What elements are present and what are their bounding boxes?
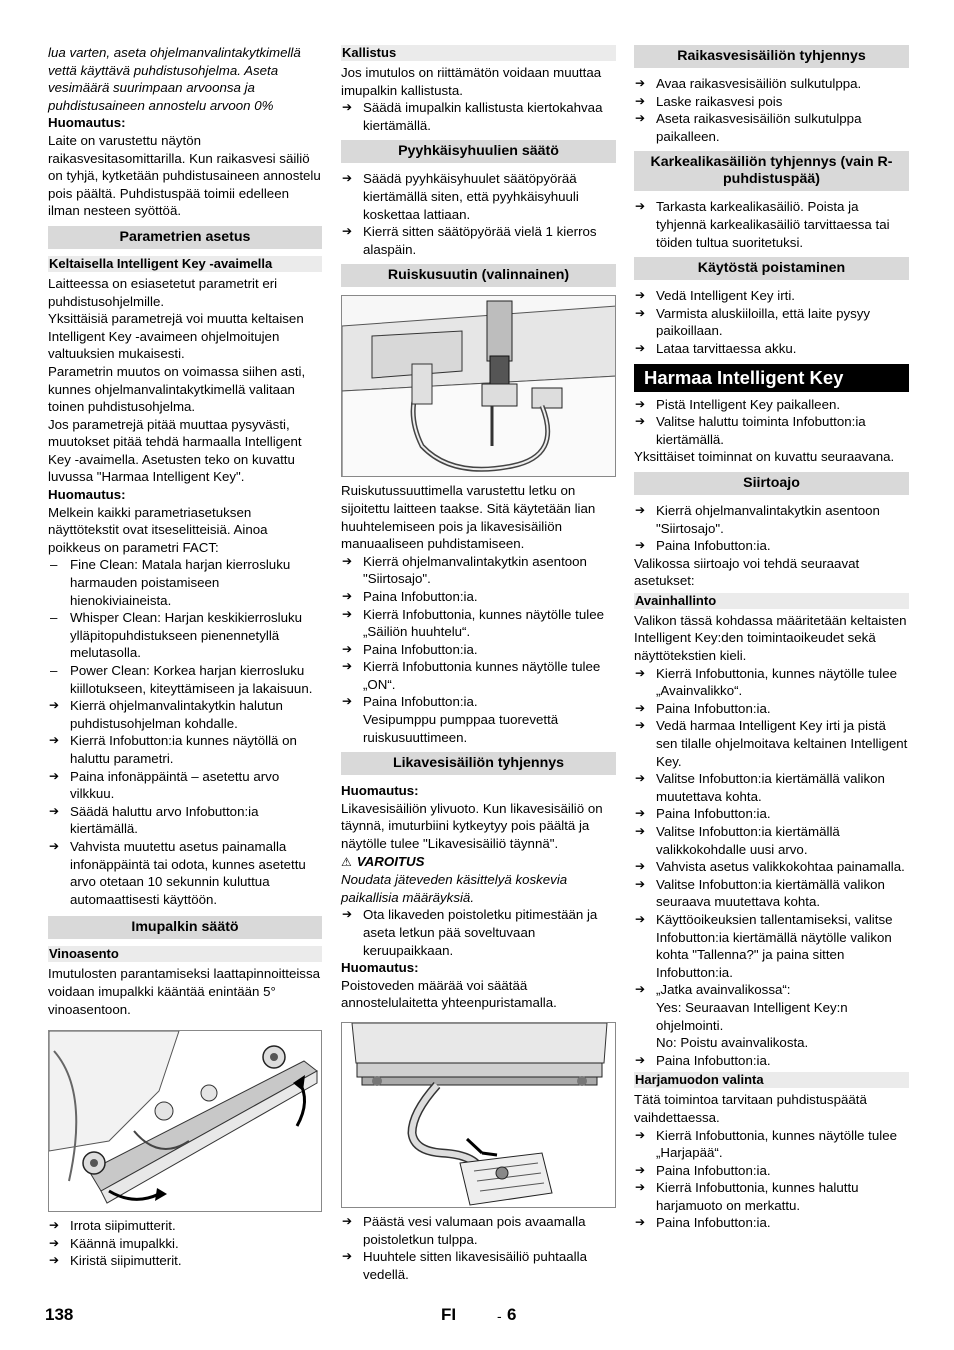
step-item: ➔ Avaa raikasvesisäiliön sulkutulppa. [634, 75, 909, 93]
note-text: Poistoveden määrää voi säätää annostelulaitetta yhteenpuristamalla. [341, 977, 557, 1011]
step-item: ➔ Kiristä siipimutterit. [48, 1252, 322, 1270]
paragraph: näyttötekstien kieli. [634, 648, 747, 664]
warning-label [341, 853, 616, 872]
step-item: ➔ Kierrä sitten säätöpyörää vielä 1 kierros alaspäin. [341, 223, 616, 258]
squeegee-angle-illustration [48, 1030, 322, 1212]
step-item: ➔ Valitse Infobutton:ia kiertämällä valikkokohdalle uusi arvo. [634, 823, 909, 858]
section-heading-siirtoajo: Siirtoajo [634, 472, 909, 495]
subheading-avainhallinto: Avainhallinto [634, 593, 909, 609]
section-heading-poistaminen: Käytöstä poistaminen [634, 257, 909, 280]
step-item: ➔ Vahvista muutettu asetus painamalla infonäppäintä tai odota, kunnes asetettu arvo otetaan 10 sekunnin kuluttua automaattisesti käyttöön. [48, 838, 322, 908]
step-item: ➔ Paina Infobutton:ia. [634, 1214, 909, 1232]
page-number: 138 [45, 1305, 74, 1324]
step-item: ➔ Säädä pyyhkäisyhuulet säätöpyörää kiertämällä siten, että pyyhkäisyhuuli koskettaa lattiaan. [341, 170, 616, 223]
step-item: ➔ Paina Infobutton:ia. [634, 537, 909, 555]
step-item: ➔ Kierrä Infobutton:ia kunnes näytöllä on haluttu parametri. [48, 732, 322, 767]
section-heading-karkea: Karkealikasäiliön tyhjennys (vain R-puhdistuspää) [634, 151, 909, 191]
step-item: ➔ Kierrä Infobuttonia, kunnes näytölle tulee „Avainvalikko“. [634, 665, 909, 700]
step-item: ➔ Päästä vesi valumaan pois avaamalla poistoletkun tulppa. [341, 1213, 616, 1248]
note-text: Laite on varustettu näytön raikasvesitasomittarilla. Kun raikasvesi säiliö on tyhjä, kytketään puhdistusaineen annostelu pois päältä. Puhdistuspää toimii edelleen ilman nesteen syöttöä. [48, 132, 321, 219]
step-item: ➔ Käännä imupalkki. [48, 1235, 322, 1253]
paragraph: Yksittäiset toiminnat on kuvattu seuraavana. [634, 449, 895, 465]
step-item: ➔ Pistä Intelligent Key paikalleen. [634, 396, 909, 414]
section-heading-pyyhkaisy: Pyyhkäisyhuulien säätö [341, 140, 616, 163]
step-item: ➔ Paina Infobutton:ia. [341, 641, 616, 659]
paragraph: Valikossa siirtoajo voi tehdä seuraavat asetukset: [634, 555, 860, 589]
subheading-keltainen: Keltaisella Intelligent Key -avaimella [48, 256, 322, 272]
section-heading-likavesi: Likavesisäiliön tyhjennys [341, 752, 616, 775]
step-item: ➔ Kierrä ohjelmanvalintakytkin halutun puhdistusohjelman kohdalle. [48, 697, 322, 732]
step-item: ➔ Tarkasta karkealikasäiliö. Poista ja tyhjennä karkealikasäiliö tarvittaessa tai töiden tultua suoritetuksi. [634, 198, 909, 251]
subheading-vinoasento: Vinoasento [48, 946, 322, 962]
dash-item: – Fine Clean: Matala harjan kierrosluku harmauden poistamiseen hienokiviaineista. [48, 556, 322, 609]
paragraph: Laitteessa on esiasetetut parametrit eri puhdistusohjelmille. [48, 275, 278, 309]
note-label: Huomautus: [341, 960, 419, 976]
step-item: ➔ Laske raikasvesi pois [634, 93, 909, 111]
intro-italic: lua varten, aseta ohjelmanvalintakytkimellä vettä käyttävä puhdistusohjelma. Aseta vesimäärä suurimpaan arvoonsa ja puhdistusaineen annostelu arvoon 0% [48, 45, 301, 113]
step-item: ➔ Kierrä Infobuttonia, kunnes näytölle tulee „Harjapää“. [634, 1127, 909, 1162]
step-item: ➔ Paina Infobutton:ia. [634, 1052, 909, 1070]
paragraph: Tätä toimintoa tarvitaan puhdistuspäätä vaihdettaessa. [634, 1092, 867, 1125]
step-item: ➔ Paina Infobutton:ia. [634, 1162, 909, 1180]
step-item: ➔ Kierrä Infobuttonia, kunnes haluttu harjamuoto on merkattu. [634, 1179, 909, 1214]
step-result: Vesipumppu pumppaa tuorevettä ruiskusuuttimeen. [363, 712, 559, 745]
step-item: ➔ Säädä haluttu arvo Infobutton:ia kiertämällä. [48, 803, 322, 838]
option-no: No: Poistu avainvalikosta. [656, 1035, 809, 1051]
warning-text: Noudata jäteveden käsittelyä koskevia paikallisia määräyksiä. [341, 872, 568, 905]
step-item: ➔ Lataa tarvittaessa akku. [634, 340, 909, 358]
spray-nozzle-illustration [341, 295, 616, 477]
section-heading-raikas: Raikasvesisäiliön tyhjennys [634, 45, 909, 68]
note-label: Huomautus: [341, 783, 419, 799]
step-item: ➔ Vedä harmaa Intelligent Key irti ja pistä sen tilalle ohjelmoitava keltainen Intelligent Key. [634, 717, 909, 770]
step-item: ➔ Paina Infobutton:ia. [341, 588, 616, 606]
paragraph: Ruiskutussuuttimella varustettu letku on sijoitettu laitteen taakse. Sitä käytetään lian huuhtelemiseen pois ja likavesisäiliön manuaaliseen puhdistamiseen. [341, 483, 596, 552]
step-item: ➔ Paina Infobutton:ia. [341, 693, 616, 711]
paragraph: Imutulosten parantamiseksi laattapinnoitteissa voidaan imupalkki kääntää enintään 5° vinoasentoon. [48, 966, 320, 1017]
note-text: Melkein kaikki parametriasetuksen näyttötekstit ovat itseselitteisiä. Ainoa poikkeus on parametri FACT: [48, 504, 268, 555]
section-heading-parametrit: Parametrien asetus [48, 226, 322, 249]
step-item: ➔ Valitse Infobutton:ia kiertämällä valikon muutettava kohta. [634, 770, 909, 805]
column-1 [48, 44, 322, 1270]
dash-item: – Power Clean: Korkea harjan kierrosluku kiillotukseen, kiteyttämiseen ja lakaisuun. [48, 662, 322, 697]
step-item: ➔ Aseta raikasvesisäiliön sulkutulppa paikalleen. [634, 110, 909, 145]
option-yes: Yes: Seuraavan Intelligent Key:n ohjelmointi. [656, 999, 848, 1033]
step-item: ➔ Paina Infobutton:ia. [634, 805, 909, 823]
step-item: ➔ Irrota siipimutterit. [48, 1217, 322, 1235]
paragraph: Jos parametrejä pitää muuttaa pysyvästi, muutokset pitää tehdä harmaalla Intelligent Key -avaimella. Asetusten teko on kuvattu luvussa "Harmaa Intelligent Key". [48, 416, 302, 485]
note-label: Huomautus: [48, 487, 126, 503]
warning-label-text: VAROITUS [356, 853, 425, 869]
paragraph: Valikon tässä kohdassa määritetään keltaisten Intelligent Key:den toimintaoikeudet sekä [634, 612, 907, 646]
step-item: ➔ Valitse haluttu toiminta Infobutton:ia kiertämällä. [634, 413, 909, 448]
warning-triangle-icon: ⚠ [341, 854, 352, 869]
step-item: ➔ Kierrä ohjelmanvalintakytkin asentoon "Siirtosajo". [341, 553, 616, 588]
step-item: ➔ Vahvista asetus valikkokohtaa painamalla. [634, 858, 909, 876]
column-2 [341, 44, 616, 1283]
step-item: ➔ Säädä imupalkin kallistusta kiertokahvaa kiertämällä. [341, 99, 616, 134]
section-heading-ruisku: Ruiskusuutin (valinnainen) [341, 264, 616, 287]
note-label: Huomautus: [48, 115, 126, 131]
step-item: ➔ Kierrä Infobuttonia kunnes näytölle tulee „ON“. [341, 658, 616, 693]
paragraph: Parametrin muutos on voimassa siihen asti, kunnes ohjelmanvalintakytkimellä valitaan toinen puhdistusohjelma. [48, 363, 306, 415]
step-item: ➔ Paina infonäppäintä – asetettu arvo vilkkuu. [48, 768, 322, 803]
step-item: ➔ Kierrä Infobuttonia, kunnes näytölle tulee „Säiliön huuhtelu“. [341, 606, 616, 641]
chapter-heading-harmaa: Harmaa Intelligent Key [634, 364, 909, 392]
paragraph: Yksittäisiä parametrejä voi muutta keltaisen Intelligent Key -avaimeen ohjelmoitujen valtuuksien mukaisesti. [48, 311, 304, 362]
column-3 [634, 44, 909, 1232]
step-item: ➔ Kierrä ohjelmanvalintakytkin asentoon "Siirtosajo". [634, 502, 909, 537]
dash-item: – Whisper Clean: Harjan keskikierrosluku ylläpitopuhdistukseen pienennetyllä melutasolla. [48, 609, 322, 662]
paragraph: Jos imutulos on riittämätön voidaan muuttaa imupalkin kallistusta. [341, 65, 602, 98]
subheading-kallistus: Kallistus [341, 45, 616, 61]
language-code: FI [441, 1305, 457, 1324]
drain-hose-illustration [341, 1022, 616, 1208]
section-heading-imupalkki: Imupalkin säätö [48, 916, 322, 939]
subheading-harjamuoto: Harjamuodon valinta [634, 1072, 909, 1088]
step-item: ➔ Vedä Intelligent Key irti. [634, 287, 909, 305]
step-item: ➔ „Jatka avainvalikossa“: [634, 981, 909, 999]
section-page-number: 6 [507, 1305, 517, 1324]
step-item: ➔ Ota likaveden poistoletku pitimestään ja aseta letkun pää soveltuvaan keruupaikkaan. [341, 906, 616, 959]
note-text: Likavesisäiliön ylivuoto. Kun likavesisäiliö on täynnä, imuturbiini kytkeytyy pois päältä ja näytölle tulee "Likavesisäiliö täynnä". [341, 800, 603, 852]
step-item: ➔ Käyttöoikeuksien tallentamiseksi, valitse Infobutton:ia kiertämällä näytölle valikon kohta "Tallenna?" ja paina sitten Infobutton:ia. [634, 911, 909, 981]
step-item: ➔ Huuhtele sitten likavesisäiliö puhtaalla vedellä. [341, 1248, 616, 1283]
step-item: ➔ Paina Infobutton:ia. [634, 700, 909, 718]
step-item: ➔ Varmista aluskiiloilla, että laite pysyy paikoillaan. [634, 305, 909, 340]
footer-separator: - [497, 1308, 502, 1324]
step-item: ➔ Valitse Infobutton:ia kiertämällä valikon seuraava muutettava kohta. [634, 876, 909, 911]
